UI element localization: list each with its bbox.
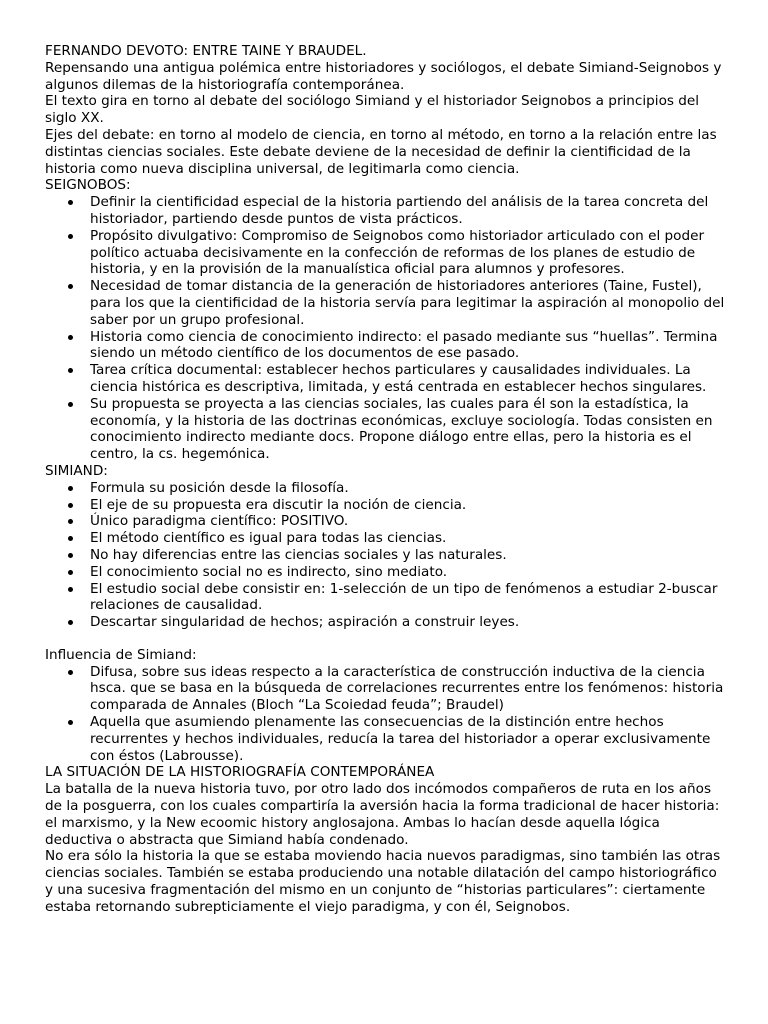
list-item: Formula su posición desde la filosofía. (45, 480, 729, 497)
seignobos-heading: SEIGNOBOS: (45, 177, 131, 194)
simiand-heading: SIMIAND: (45, 462, 108, 479)
seignobos-list (45, 194, 729, 463)
situacion-heading: LA SITUACIÓN DE LA HISTORIOGRAFÍA CONTEMPORÁNEA (45, 764, 435, 781)
list-item: El eje de su propuesta era discutir la noción de ciencia. (45, 497, 729, 514)
influencia-list (45, 664, 729, 765)
list-item: El método científico es igual para todas las ciencias. (45, 530, 729, 547)
blank-line (45, 631, 729, 647)
list-item: Necesidad de tomar distancia de la generación de historiadores anteriores (Taine, Fustel), para los que la cientificidad de la historia servía para legitimar la aspiración al monopolio del saber por un grupo profesional. (45, 278, 729, 328)
list-item: Único paradigma científico: POSITIVO. (45, 513, 729, 530)
list-item: Propósito divulgativo: Compromiso de Seignobos como historiador articulado con el poder político actuaba decisivamente en la confección de reformas de los planes de estudio de historia, y en la provisión de la manualística oficial para alumnos y profesores. (45, 228, 729, 278)
document-page (45, 43, 729, 916)
simiand-list (45, 480, 729, 631)
list-item: Difusa, sobre sus ideas respecto a la característica de construcción inductiva de la ciencia hsca. que se basa en la búsqueda de correlaciones recurrentes entre los fenómenos: historia comparada de Annales (Bloch “La Scoiedad feuda”; Braudel) (45, 664, 729, 714)
intro-paragraph-2: El texto gira en torno al debate del sociólogo Simiand y el historiador Seignobos a principios del siglo XX. (45, 93, 700, 127)
list-item: Aquella que asumiendo plenamente las consecuencias de la distinción entre hechos recurrentes y hechos individuales, reducía la tarea del historiador a operar exclusivamente con éstos (Labrousse). (45, 714, 729, 764)
intro-paragraph-3: Ejes del debate: en torno al modelo de ciencia, en torno al método, en torno a la relación entre las distintas ciencias sociales. Este debate deviene de la necesidad de definir la cientificidad de la historia como nueva disciplina universal, de legitimarla como ciencia. (45, 126, 717, 177)
situacion-paragraph-2: No era sólo la historia la que se estaba moviendo hacia nuevos paradigmas, sino también las otras ciencias sociales. También se estaba produciendo una notable dilatación del campo historiográfico y una sucesiva fragmentación del mismo en un conjunto de “historias particulares”: ciertamente estaba retornando subrepticiamente el viejo paradigma, y con él, Seignobos. (45, 848, 721, 915)
influencia-heading: Influencia de Simiand: (45, 646, 197, 663)
document-title: FERNANDO DEVOTO: ENTRE TAINE Y BRAUDEL. (45, 43, 367, 59)
list-item: El conocimiento social no es indirecto, sino mediato. (45, 564, 729, 581)
intro-paragraph-1: Repensando una antigua polémica entre historiadores y sociólogos, el debate Simiand-Seignobos y algunos dilemas de la historiografía contemporánea. (45, 59, 722, 93)
list-item: Su propuesta se proyecta a las ciencias sociales, las cuales para él son la estadística, la economía, y la historia de las doctrinas económicas, excluye sociología. Todas consisten en conocimiento indirecto mediante docs. Propone diálogo entre ellas, pero la historia es el centro, la cs. hegemónica. (45, 396, 729, 463)
list-item: Historia como ciencia de conocimiento indirecto: el pasado mediante sus “huellas”. Termina siendo un método científico de los documentos de ese pasado. (45, 329, 729, 363)
list-item: El estudio social debe consistir en: 1-selección de un tipo de fenómenos a estudiar 2-buscar relaciones de causalidad. (45, 581, 729, 615)
list-item: No hay diferencias entre las ciencias sociales y las naturales. (45, 547, 729, 564)
situacion-paragraph-1: La batalla de la nueva historia tuvo, por otro lado dos incómodos compañeros de ruta en los años de la posguerra, con los cuales compartiría la aversión hacia la forma tradicional de hacer historia: el marxismo, y la New ecoomic history anglosajona. Ambas lo hacían desde aquella lógica deductiva o abstracta que Simiand había condenado. (45, 781, 720, 848)
list-item: Tarea crítica documental: establecer hechos particulares y causalidades individuales. La ciencia histórica es descriptiva, limitada, y está centrada en establecer hechos singulares. (45, 362, 729, 396)
list-item: Descartar singularidad de hechos; aspiración a construir leyes. (45, 614, 729, 631)
list-item: Definir la cientificidad especial de la historia partiendo del análisis de la tarea concreta del historiador, partiendo desde puntos de vista prácticos. (45, 194, 729, 228)
